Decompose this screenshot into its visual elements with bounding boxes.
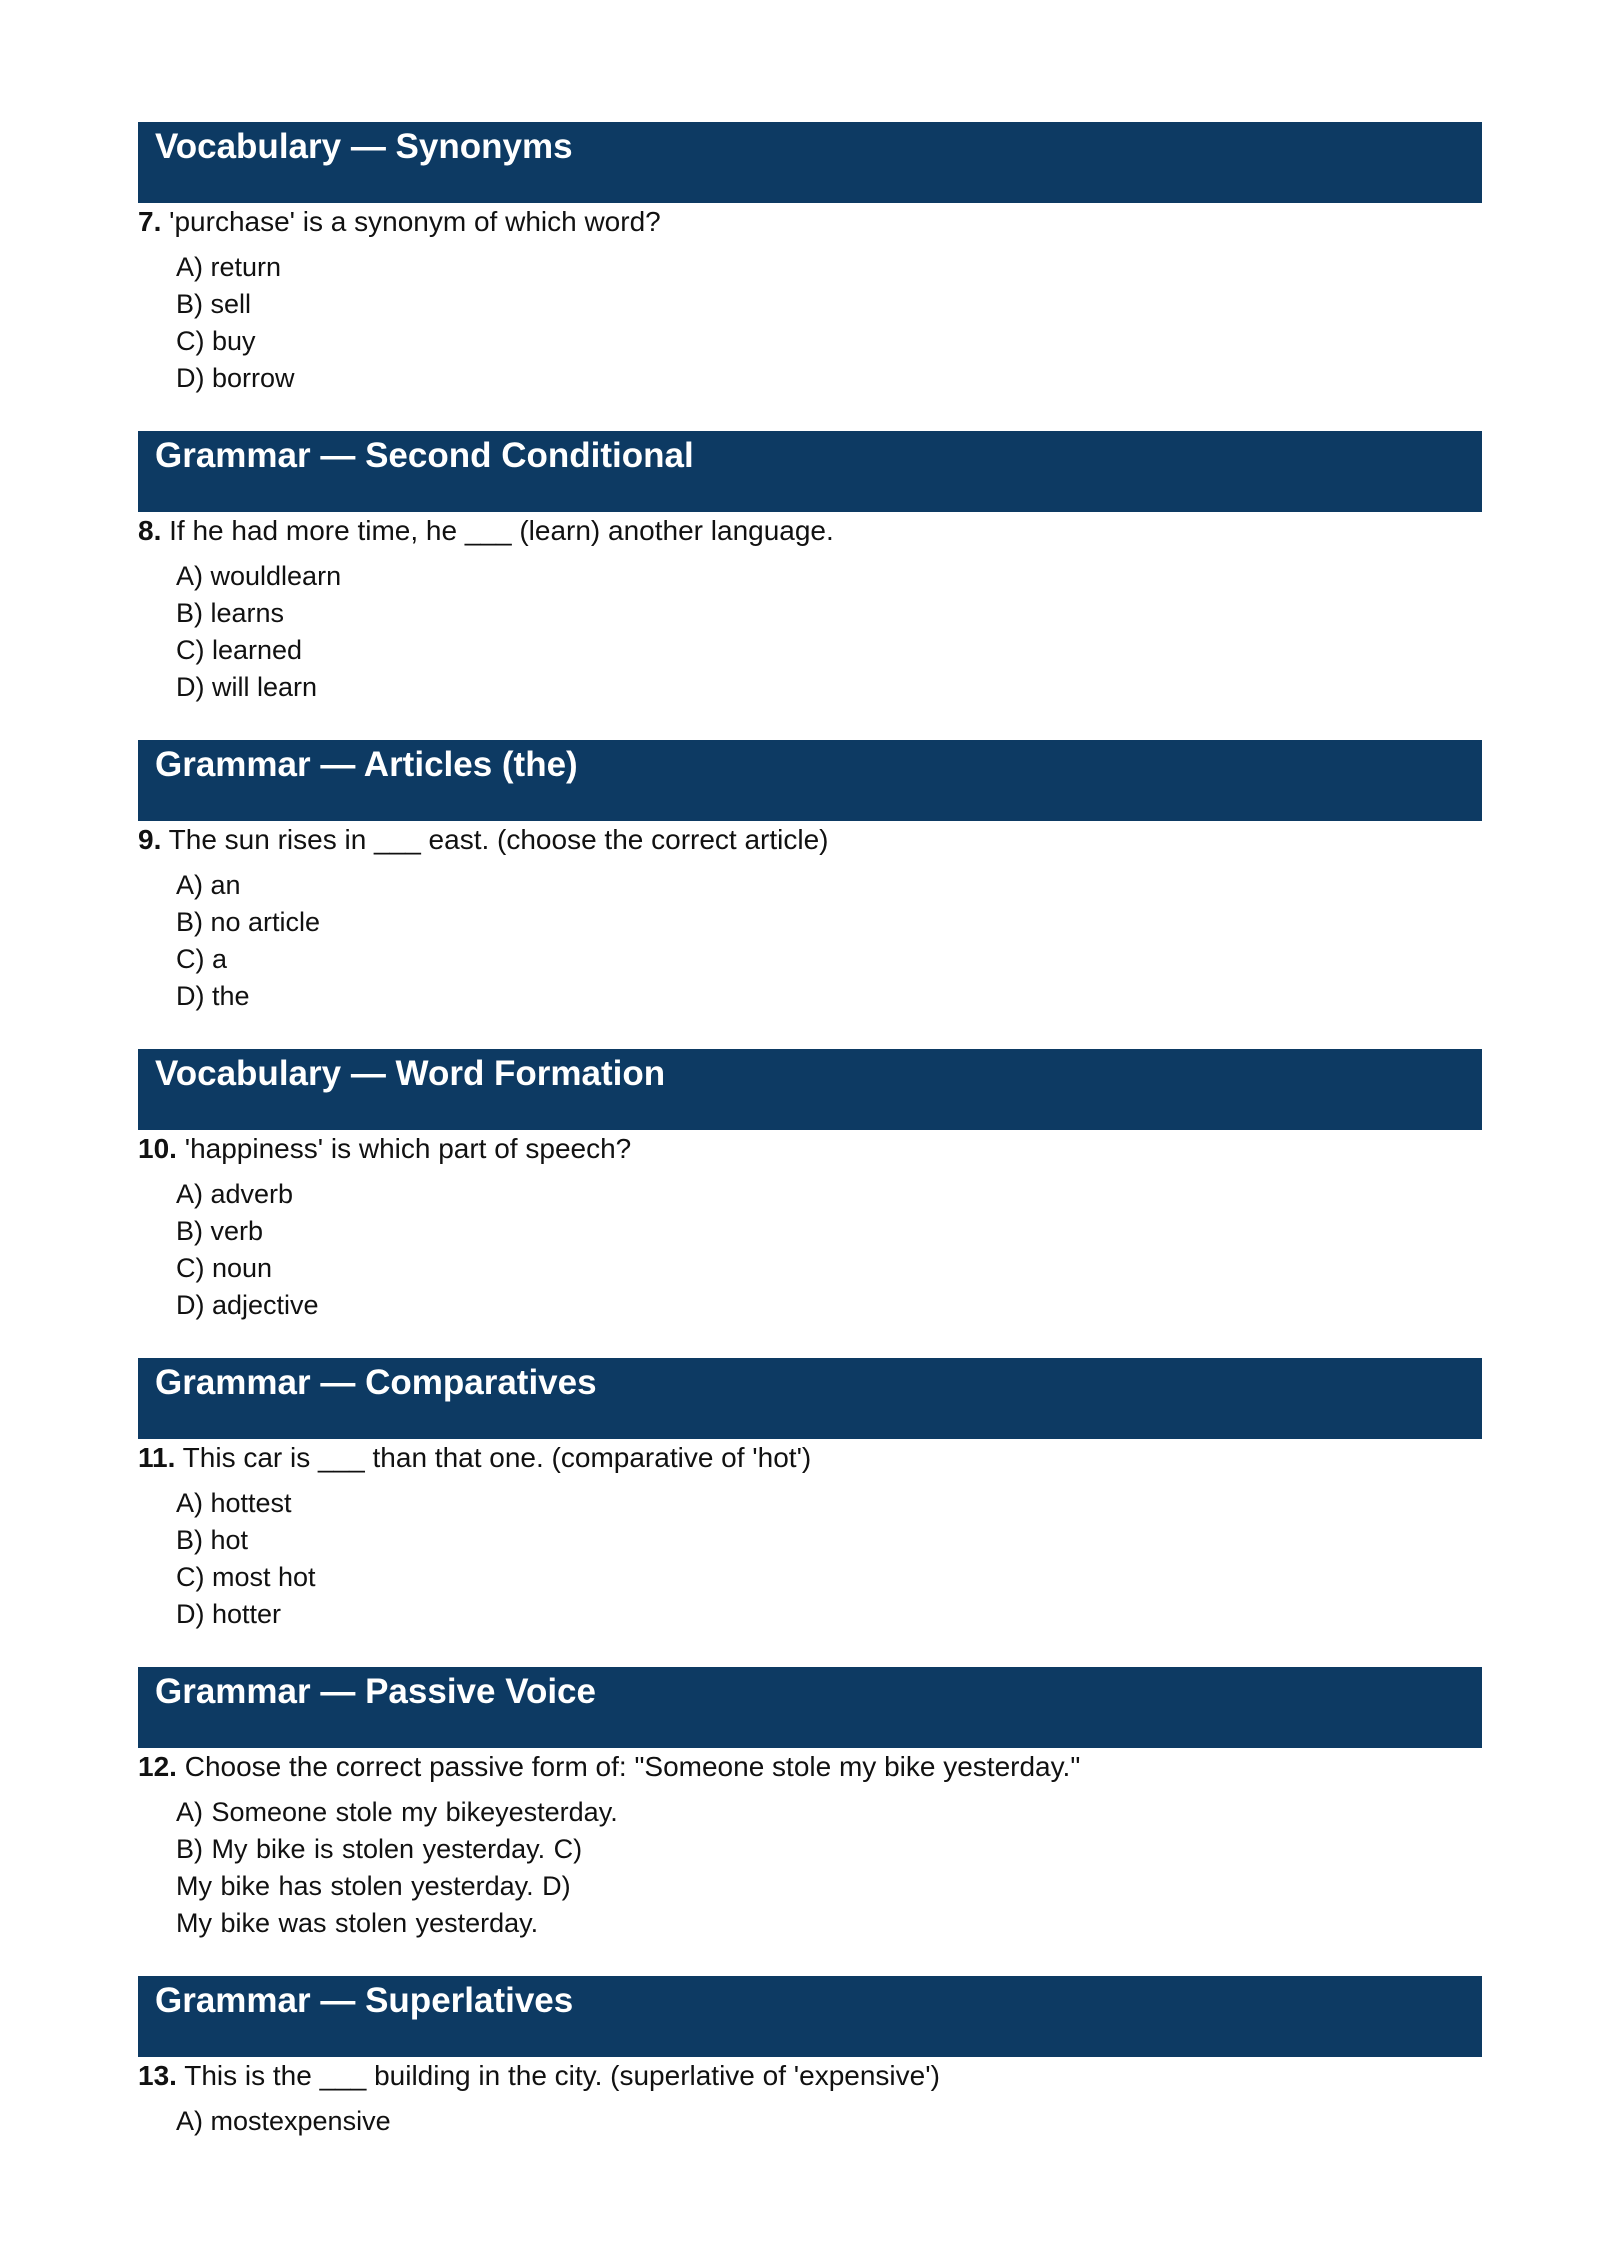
question-12 [138,1750,1482,1784]
answer-option: B) verb [176,1216,264,1246]
answer-options [138,1485,1482,1633]
answer-option: C) noun [176,1253,273,1283]
question-8 [138,514,1482,548]
section-passive-voice [138,1667,1482,1942]
question-number: 7. [138,206,162,237]
section-header: Grammar — Second Conditional [138,431,1482,512]
question-number: 8. [138,515,162,546]
section-superlatives [138,1976,1482,2140]
section-articles [138,740,1482,1015]
question-text: This car is ___ than that one. (comparative of 'hot') [182,1442,812,1473]
question-number: 12. [138,1751,177,1782]
question-7 [138,205,1482,239]
question-text: 'happiness' is which part of speech? [184,1133,632,1164]
answer-option: C) learned [176,635,303,665]
question-number: 13. [138,2060,177,2091]
answer-options [138,1794,1482,1942]
answer-options [138,558,1482,706]
answer-option: B) My bike is stolen yesterday. C) [176,1834,583,1864]
answer-option: A) adverb [176,1179,294,1209]
section-comparatives [138,1358,1482,1633]
answer-option: B) hot [176,1525,249,1555]
section-word-formation [138,1049,1482,1324]
answer-option: B) no article [176,907,321,937]
answer-option: D) adjective [176,1290,319,1320]
answer-option: A) return [176,252,282,282]
question-number: 11. [138,1442,176,1473]
question-text: Choose the correct passive form of: "Someone stole my bike yesterday." [184,1751,1081,1782]
answer-options [138,1176,1482,1324]
answer-option: A) an [176,870,241,900]
section-vocabulary-synonyms [138,122,1482,397]
answer-options [138,867,1482,1015]
section-header: Grammar — Superlatives [138,1976,1482,2057]
answer-option: A) mostexpensive [176,2106,391,2136]
answer-option: A) Someone stole my bikeyesterday. [176,1797,618,1827]
section-header: Grammar — Passive Voice [138,1667,1482,1748]
section-header: Grammar — Articles (the) [138,740,1482,821]
section-second-conditional [138,431,1482,706]
question-10 [138,1132,1482,1166]
question-number: 9. [138,824,162,855]
answer-option: My bike has stolen yesterday. D) [176,1871,571,1901]
question-text: 'purchase' is a synonym of which word? [169,206,661,237]
answer-option: C) buy [176,326,256,356]
answer-option: A) wouldlearn [176,561,342,591]
section-header: Vocabulary — Synonyms [138,122,1482,203]
answer-option: D) borrow [176,363,295,393]
answer-option: B) sell [176,289,252,319]
question-text: If he had more time, he ___ (learn) another language. [169,515,834,546]
answer-option: D) the [176,981,250,1011]
question-11 [138,1441,1482,1475]
answer-options [138,249,1482,397]
answer-option: D) hotter [176,1599,282,1629]
answer-option: My bike was stolen yesterday. [176,1908,539,1938]
question-text: The sun rises in ___ east. (choose the correct article) [168,824,829,855]
worksheet-page [138,122,1482,2174]
question-number: 10. [138,1133,177,1164]
answer-option: C) most hot [176,1562,316,1592]
section-header: Grammar — Comparatives [138,1358,1482,1439]
answer-option: A) hottest [176,1488,292,1518]
answer-option: C) a [176,944,228,974]
section-header: Vocabulary — Word Formation [138,1049,1482,1130]
question-13 [138,2059,1482,2093]
answer-options [138,2103,1482,2140]
answer-option: B) learns [176,598,285,628]
answer-option: D) will learn [176,672,318,702]
question-text: This is the ___ building in the city. (superlative of 'expensive') [184,2060,940,2091]
question-9 [138,823,1482,857]
